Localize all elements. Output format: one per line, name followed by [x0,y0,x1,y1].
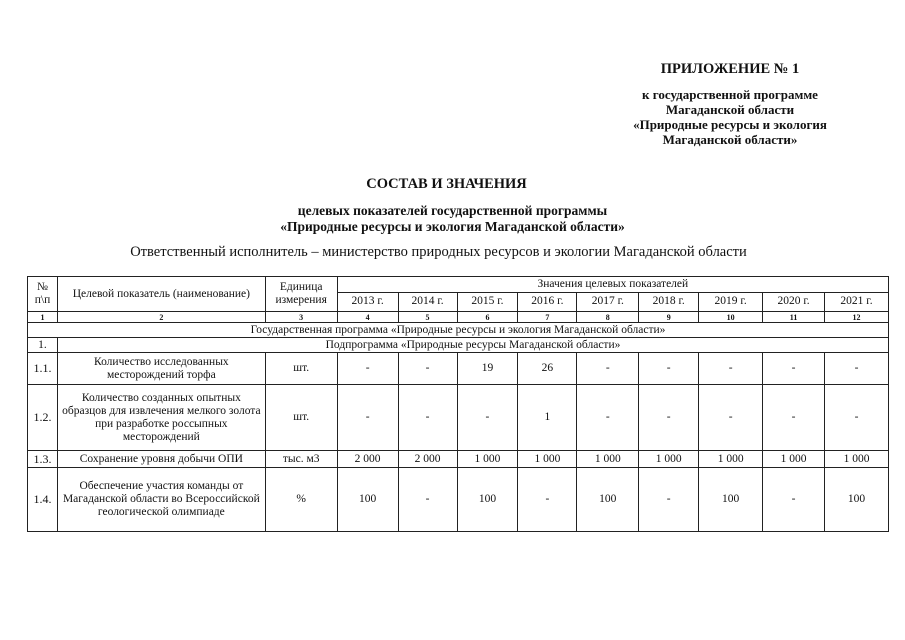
row-value: 1 000 [639,451,699,468]
row-value: 26 [518,353,577,385]
row-num: 1.2. [28,385,58,451]
subprogram-num: 1. [28,338,58,353]
row-num: 1.1. [28,353,58,385]
row-value: - [577,353,639,385]
row-value: 1 000 [457,451,518,468]
column-number-row [28,312,889,323]
row-unit: шт. [265,353,337,385]
row-value: - [825,385,889,451]
row-value: 1 000 [518,451,577,468]
appendix-line-4: Магаданской области» [662,132,798,147]
row-value: - [639,353,699,385]
year-header: 2021 г. [825,292,889,311]
row-value: 1 000 [763,451,825,468]
column-number: 6 [457,312,518,323]
appendix-line-2: Магаданской области [665,102,795,117]
title-sub-1: целевых показателей государственной программы [297,203,608,218]
header-indicator: Целевой показатель (наименование) [57,277,265,312]
header-unit: Единица измерения [265,277,337,312]
column-number: 8 [577,312,639,323]
title-main: СОСТАВ И ЗНАЧЕНИЯ [366,176,527,192]
row-indicator: Обеспечение участия команды от Магаданской области во Всероссийской геологической олимпиаде [57,468,265,532]
row-value: 1 000 [825,451,889,468]
program-row [28,323,889,338]
column-number: 12 [825,312,889,323]
document-title [0,176,905,235]
appendix-heading: ПРИЛОЖЕНИЕ № 1 [660,61,800,77]
year-header: 2015 г. [457,292,518,311]
row-indicator: Количество созданных опытных образцов для извлечения мелкого золота при разработке россыпных месторождений [57,385,265,451]
row-value: 19 [457,353,518,385]
header-values: Значения целевых показателей [337,277,888,293]
row-value: - [337,353,398,385]
column-number: 4 [337,312,398,323]
row-value: - [398,385,457,451]
row-value: 1 [518,385,577,451]
title-sub-2: «Природные ресурсы и экология Магаданской области» [280,219,625,234]
column-number: 5 [398,312,457,323]
year-header: 2019 г. [699,292,763,311]
row-value: 2 000 [398,451,457,468]
row-value: - [518,468,577,532]
program-title: Государственная программа «Природные ресурсы и экология Магаданской области» [28,323,889,338]
column-number: 7 [518,312,577,323]
header-num: № п\п [28,277,58,312]
row-value: - [639,468,699,532]
row-value: - [639,385,699,451]
column-number: 1 [28,312,58,323]
row-indicator: Количество исследованных месторождений торфа [57,353,265,385]
year-header: 2017 г. [577,292,639,311]
row-value: - [577,385,639,451]
column-number: 3 [265,312,337,323]
row-unit: тыс. м3 [265,451,337,468]
year-header: 2014 г. [398,292,457,311]
row-num: 1.3. [28,451,58,468]
table-row [28,385,889,451]
responsible-executor: Ответственный исполнитель – министерство природных ресурсов и экологии Магаданской области [130,244,747,260]
table-row [28,468,889,532]
row-value: 100 [337,468,398,532]
row-value: - [699,385,763,451]
row-value: - [457,385,518,451]
row-value: 100 [699,468,763,532]
year-header: 2013 г. [337,292,398,311]
table-row [28,353,889,385]
row-value: 100 [825,468,889,532]
row-value: - [763,468,825,532]
column-number: 9 [639,312,699,323]
row-value: 1 000 [577,451,639,468]
row-value: - [825,353,889,385]
row-value: - [763,353,825,385]
column-number: 2 [57,312,265,323]
header-row-1 [28,277,889,293]
table-row [28,451,889,468]
appendix-line-1: к государственной программе [642,87,818,102]
indicators-table [27,276,889,532]
appendix-block [600,62,860,147]
column-number: 10 [699,312,763,323]
year-header: 2018 г. [639,292,699,311]
row-unit: % [265,468,337,532]
row-value: - [699,353,763,385]
row-value: - [398,468,457,532]
row-value: 1 000 [699,451,763,468]
column-number: 11 [763,312,825,323]
subprogram-title: Подпрограмма «Природные ресурсы Магаданской области» [57,338,888,353]
appendix-line-3: «Природные ресурсы и экология [633,117,827,132]
row-value: 100 [457,468,518,532]
subprogram-row [28,338,889,353]
row-indicator: Сохранение уровня добычи ОПИ [57,451,265,468]
year-header: 2016 г. [518,292,577,311]
row-value: - [337,385,398,451]
row-value: - [763,385,825,451]
year-header: 2020 г. [763,292,825,311]
row-value: - [398,353,457,385]
row-value: 100 [577,468,639,532]
row-num: 1.4. [28,468,58,532]
row-unit: шт. [265,385,337,451]
row-value: 2 000 [337,451,398,468]
